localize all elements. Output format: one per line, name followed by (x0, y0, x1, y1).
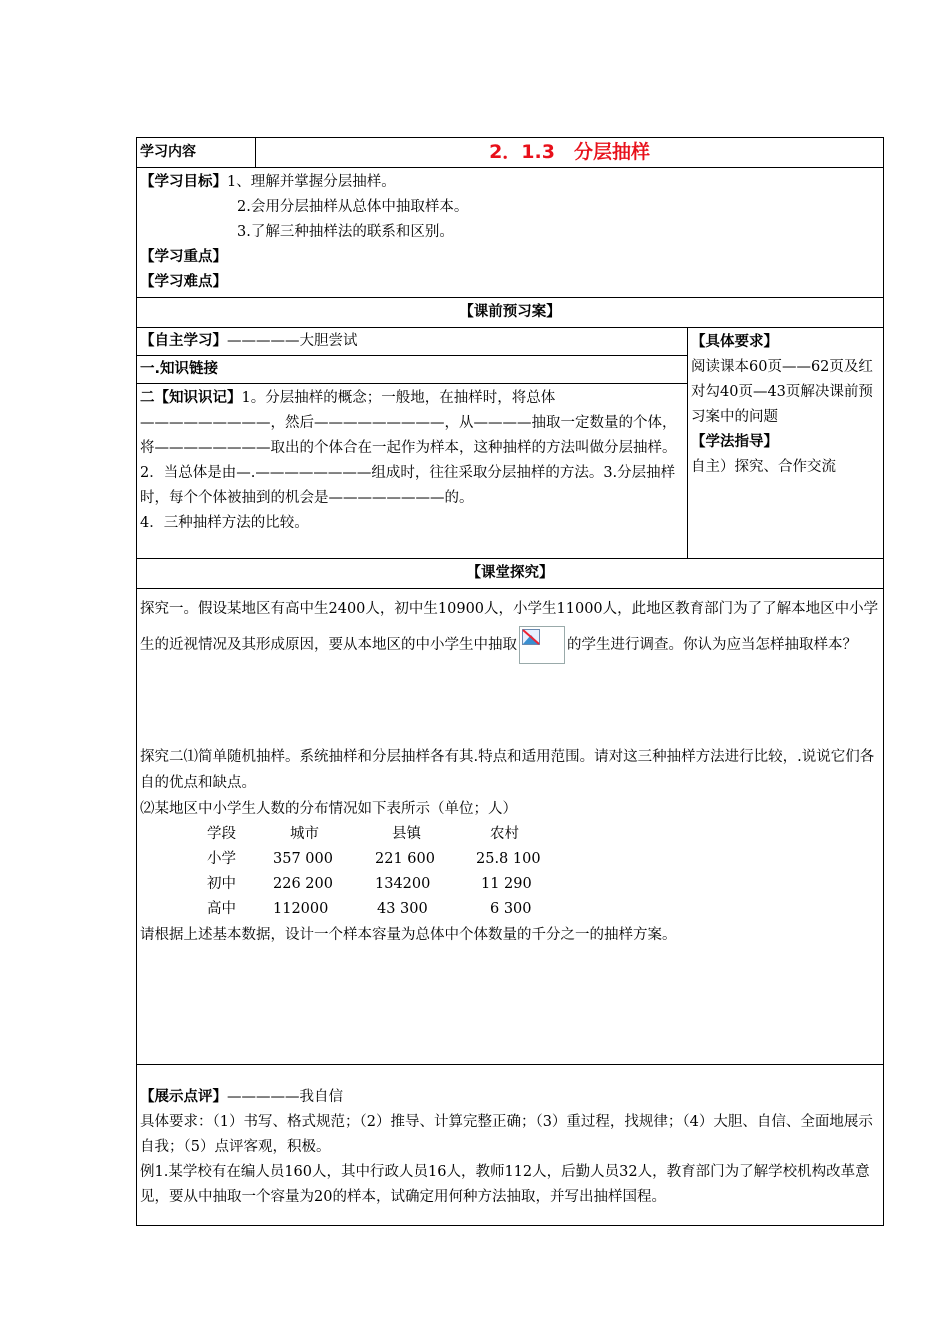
table-cell: 134200 (375, 876, 431, 892)
memo-para-1 (140, 386, 684, 461)
goal-item-1: 1、理解并掌握分层抽样。 (227, 174, 396, 190)
explore-cell (137, 589, 884, 1065)
student-distribution-table (207, 822, 570, 922)
review-cell (137, 1065, 884, 1226)
self-study-label: 【自主学习】 (140, 333, 227, 349)
review-label: 【展示点评】 (140, 1089, 227, 1105)
goal-item-2: 2.会用分层抽样从总体中抽取样本。 (237, 199, 469, 215)
difficulty-label: 【学习难点】 (140, 274, 227, 290)
header-row (137, 138, 884, 168)
explore-row (137, 589, 884, 1065)
memo-text-2: 2．当总体是由—.————————组成时，往往采取分层抽样的方法。3.分层抽样时，每个个体被抽到的机会是————————的。 (140, 465, 676, 506)
explore-1-text-b: 的学生进行调查。你认为应当怎样抽取样本？ (567, 637, 857, 653)
goals-row (137, 168, 884, 298)
req-label: 【具体要求】 (691, 334, 778, 350)
explore-2-part-2: ⑵某地区中小学生人数的分布情况如下表所示（单位；人） (140, 801, 517, 817)
content-label: 学习内容 (137, 138, 256, 168)
requirements-cell (688, 328, 884, 559)
method-text: 自主）探究、合作交流 (691, 459, 836, 475)
review-requirements: 具体要求：（1）书写、格式规范；（2）推导、计算完整正确；（3）重过程，找规律；（4）大胆、自信、全面地展示自我；（5）点评客观，积极。 (140, 1114, 873, 1155)
memo-prefix: 二【知识识记】 (140, 390, 242, 406)
memo-text-1: 1。分层抽样的概念；一般地，在抽样时，将总体—————————，然后—————————，从————抽取一定数量的个体，将————————取出的个体合在一起作为样本，这种抽样的方法叫做分层抽样。 (140, 390, 677, 456)
self-study-text: —————大胆尝试 (227, 333, 358, 349)
table-cell: 6 300 (490, 901, 532, 917)
review-row (137, 1065, 884, 1226)
goals-label: 【学习目标】 (140, 174, 227, 190)
table-row (207, 847, 570, 872)
focus-label: 【学习重点】 (140, 249, 227, 265)
table-header: 城市 (290, 826, 319, 842)
preview-section-row (137, 298, 884, 328)
table-cell: 221 600 (375, 851, 435, 867)
goal-line-1 (140, 170, 880, 195)
self-study-row (137, 328, 884, 356)
review-heading (140, 1085, 880, 1110)
explore-1-text-a: 探究一。假设某地区有高中生2400人，初中生10900人，小学生11000人，此地区教育部门为了了解本地区中小学生的近视情况及其形成原因，要从本地区的中小学生中抽取 (140, 601, 879, 653)
method-label: 【学法指导】 (691, 434, 778, 450)
classroom-section-title: 【课堂探究】 (137, 559, 884, 589)
table-header: 学段 (207, 826, 236, 842)
goal-item-3: 3.了解三种抽样法的联系和区别。 (237, 224, 454, 240)
table-row (207, 872, 570, 897)
table-cell: 小学 (207, 851, 236, 867)
review-label-suffix: —————我自信 (227, 1089, 343, 1105)
classroom-section-row (137, 559, 884, 589)
explore-1 (140, 592, 880, 664)
table-cell: 43 300 (377, 901, 428, 917)
table-cell: 初中 (207, 876, 236, 892)
explore-2-part-1: 探究二⑴简单随机抽样。系统抽样和分层抽样各有其.特点和适用范围。请对这三种抽样方法进行比较，.说说它们各自的优点和缺点。 (140, 749, 875, 791)
review-example: 例1.某学校有在编人员160人，其中行政人员16人，教师112人，后勤人员32人，教育部门为了解学校机构改革意见，要从中抽取一个容量为20的样本，试确定用何种方法抽取，并写出抽样国程。 (140, 1164, 870, 1205)
memo-text-3: 4．三种抽样方法的比较。 (140, 515, 309, 531)
table-cell: 226 200 (273, 876, 333, 892)
self-study-line (140, 329, 684, 354)
table-cell: 高中 (207, 901, 236, 917)
table-cell: 112000 (273, 901, 329, 917)
table-cell: 357 000 (273, 851, 333, 867)
preview-section-title: 【课前预习案】 (137, 298, 884, 328)
table-header: 县镇 (392, 826, 421, 842)
self-study-cell (137, 328, 688, 356)
explore-2-part-3: 请根据上述基本数据，设计一个样本容量为总体中个体数量的千分之一的抽样方案。 (140, 927, 677, 943)
knowledge-link: 一.知识链接 (137, 356, 688, 384)
table-header: 农村 (490, 826, 519, 842)
req-text: 阅读课本60页——62页及红对勾40页—43页解决课前预习案中的问题 (691, 359, 873, 425)
study-sheet (136, 137, 884, 1226)
memo-cell (137, 384, 688, 559)
broken-image-icon (519, 626, 565, 664)
lesson-title: 2．1.3 分层抽样 (256, 138, 884, 168)
table-row (207, 897, 570, 922)
goals-cell (137, 168, 884, 298)
table-cell: 11 290 (481, 876, 532, 892)
table-header-row (207, 822, 570, 847)
table-cell: 25.8 100 (476, 851, 541, 867)
